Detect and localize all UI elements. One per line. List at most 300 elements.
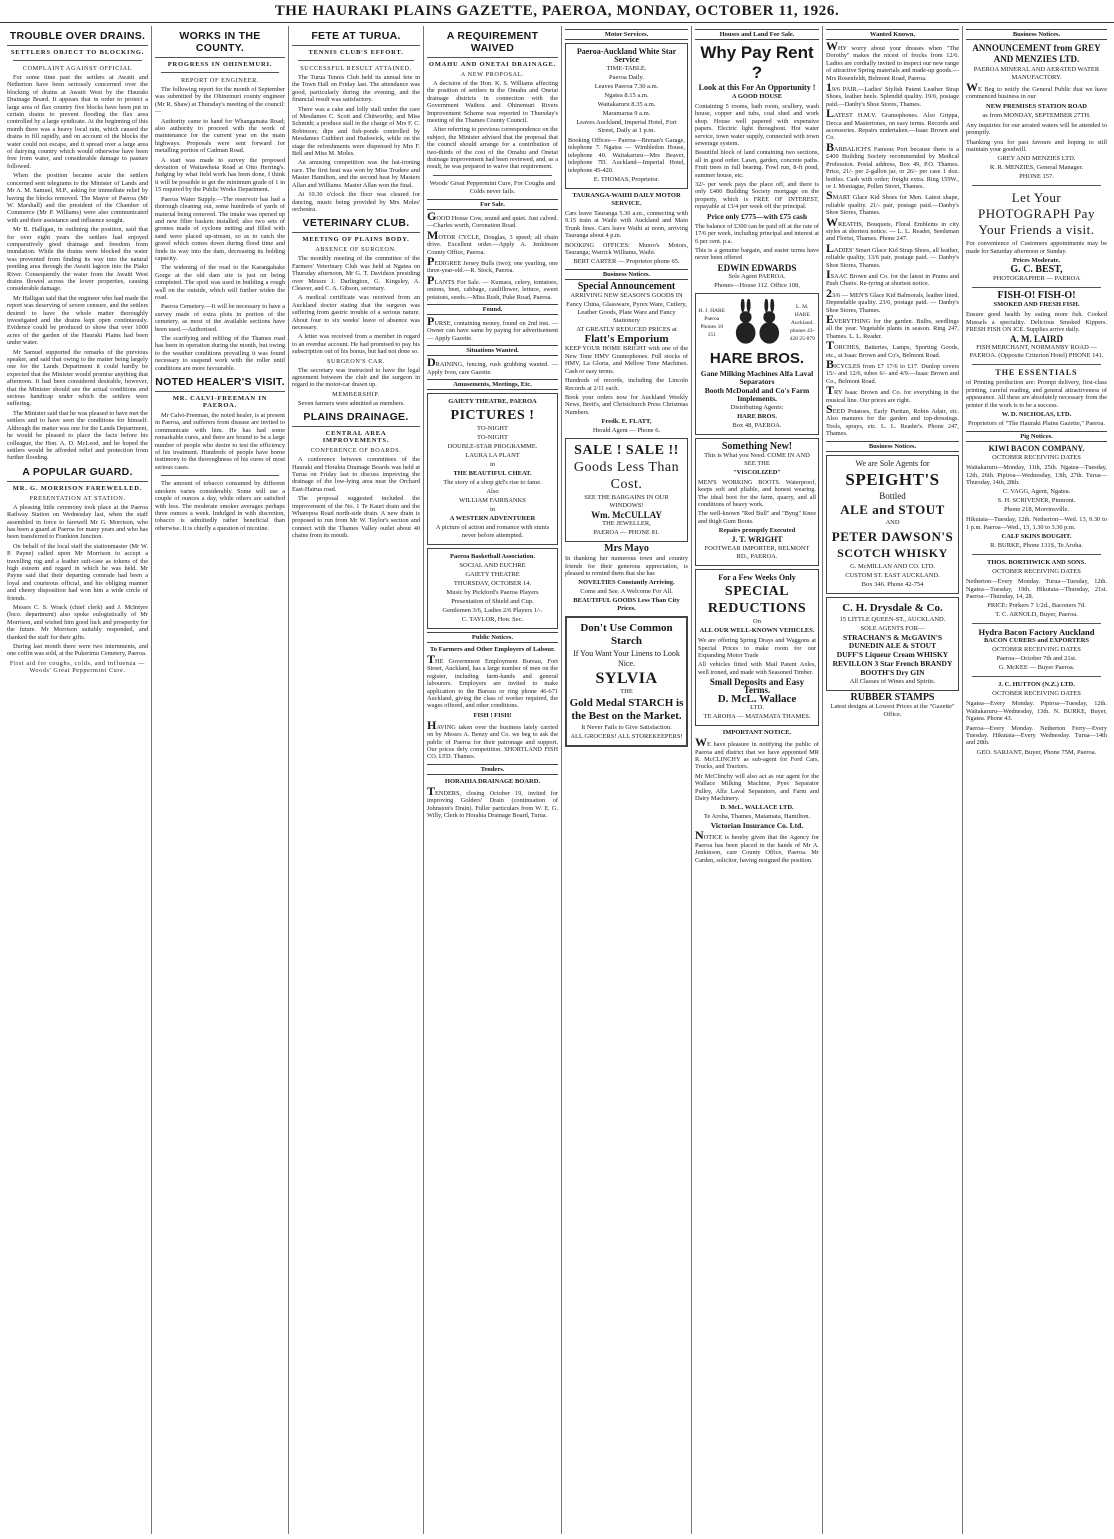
ad-headline: Flatt's Emporium bbox=[584, 333, 669, 346]
article-paragraph: The widening of the road to the Karangahake Gorge at the old dam site is just on being completed. The spoil was used in building a rough wall on the outside, which will further widen the road. bbox=[155, 264, 285, 301]
ad-text: in bbox=[489, 460, 496, 468]
ad-headline: To Farmers and Other Employers of Labour. bbox=[430, 645, 555, 653]
classified-ad: ISAAC Brown and Co. for the latest in Prams and Push Chairs. Re-tyring at shortest notice. bbox=[826, 266, 959, 288]
article-paragraph: The scarifying and relifing of the Thames road has been in operation during the month, but owing to the weather conditions prevailing it was found necessary to suspend work with the roller until conditions are more favourable. bbox=[155, 335, 285, 372]
ad-text: as from MONDAY, SEPTEMBER 27TH. bbox=[982, 111, 1091, 119]
ad-text: H. J. HARE Paeroa Phones 10 151 bbox=[698, 307, 726, 338]
ad-text: For a Few Weeks Only bbox=[718, 573, 796, 583]
ad-text: L. M. HARE Auckland. phones 43-428 25-879 bbox=[789, 303, 815, 342]
ad-text: "VISCOLIZED" bbox=[732, 468, 782, 476]
headline-a-popular-guard: A POPULAR GUARD. bbox=[7, 466, 148, 482]
article-paragraph: The following report for the month of September was submitted by the Ohinemuri county engineer (Mr R. Shaw) at Thursday's meeting of the council:— bbox=[155, 86, 285, 116]
ad-text: Phones—House 112. Office 108, bbox=[714, 281, 800, 289]
ad-text: Mr McClinchy will also act as our agent for the Wallace Milking Machine, Pyes Separator Pulley, Alfa Laval Separators, and Farm and Dairy Machinery. bbox=[695, 772, 819, 803]
ad-text: C. VAGG, Agent, Ngatea. bbox=[1002, 488, 1071, 496]
classified-ad: LADIES' Smart Glace Kid Strap Shoes, all leather, reliable quality, 13/6 pair, postage paid. — Danby's Shoe Stores, Thames. bbox=[826, 240, 959, 269]
ad-headline: Goods Less Than Cost. bbox=[573, 460, 680, 493]
ad-text: OCTOBER RECEIVING DATES bbox=[992, 568, 1081, 576]
ad-headline: A. M. LAIRD bbox=[1010, 334, 1063, 345]
ad-text: THE bbox=[620, 688, 633, 696]
ad-text: PAEROA MINERAL AND AERATED WATER MANUFACTORY. bbox=[973, 66, 1100, 81]
classified-ad: HAVING taken over the business lately carried on by Messrs A. Benzy and Co. we beg to ask the public of Paeroa for their patronage and support. Our prices defy competition. SHORTLAND FISH CO. LTD. Thames. bbox=[427, 717, 558, 761]
ad-text: Box 346. Phone 42-754 bbox=[861, 580, 924, 588]
ad-text: Presentation of Shield and Cup. bbox=[451, 597, 534, 605]
section-situations: Situations Wanted. bbox=[427, 345, 558, 356]
ad-text: C. TAYLOR, Hon. Sec. bbox=[461, 615, 524, 623]
ad-text: Cars leave Tauranga 5.30 a.m., connecting with 9.15 train at Waihi with Auckland and Main Trunk lines. Cars leave Waihi at noon, arriving Tauranga about 4 p.m. bbox=[565, 210, 688, 240]
ad-headline: SYLVIA bbox=[595, 670, 658, 688]
article-paragraph: At 10.30 o'clock the floor was cleared for dancing, music being provided by Mrs Moles' orchestra. bbox=[292, 191, 420, 213]
ad-text: Look at this For An Opportunity ! bbox=[698, 83, 816, 92]
ad-text: Paeroa Daily. bbox=[609, 74, 644, 81]
ad-headline: Paeroa Basketball Association. bbox=[450, 552, 535, 560]
ad-text: AT GREATLY REDUCED PRICES at bbox=[576, 326, 677, 334]
article-paragraph: A decision of the Hon. K. S. Williams affecting the position of settlers in the Omahu and Onetai drainage districts in connection with the Government Waihou and Ohinemuri Rivers Improvement Scheme was reported to Thursday's meeting of the Thames County Council. bbox=[427, 80, 558, 125]
article-paragraph: Mr B. Halligan, in outlining the position, said that for over eight years the settlers had enjoyed comparatively good drainage and freedom from inundation. While the drains were blocked the water was prevented from finding its way into the natural ponding area through the Awaiti lagoon into the Piako River. Consequently the water from the Awaiti West drains flowed across the lower properties, causing considerable damage. bbox=[7, 226, 148, 293]
ad-text: FISH MERCHANT, NORMANBY ROAD — PAEROA. (Opposite Criterion Hotel) PHONE 141. bbox=[969, 344, 1104, 360]
drysdale-ad bbox=[826, 597, 959, 691]
classified-ad: PLANTS For Sale. — Kumara, celery, tomatoes, onions, beet, cabbage, cauliflower, lettuce, sweet potatoes, seeds.—Miss Rush, Puke Road, Paeroa. bbox=[427, 272, 558, 301]
subhead: CENTRAL AREA IMPROVEMENTS. bbox=[322, 430, 390, 445]
article-paragraph: Mr Calvi-Freeman, the noted healer, is at present in Paeroa, and sufferers from disease are invited to communicate with him. He has had some remarkable cures, and there are bound to be a large number of people who desire to test the efficiency of his treatment. Hundreds of people have borne testimony to the thoroughness of his cures of most serious cases. bbox=[155, 412, 285, 471]
ad-text: Bottled bbox=[879, 490, 906, 501]
ad-text: LAURA LA PLANT bbox=[465, 451, 520, 459]
article-paragraph: The proposal suggested included the improvement of the No. 1 Te Kauri drain and the Wharepoa Road north-side drain. A new drain is proposed to run from Mr W. Taylor's section and connect with the Thames Valley outlet about 40 chains from its mouth. bbox=[292, 495, 420, 540]
ad-headline: Wm. McCULLAY bbox=[591, 510, 662, 521]
section-wanted-known: Wanted Known. bbox=[826, 29, 959, 40]
wright-boots-ad bbox=[695, 438, 819, 566]
ad-text: PHOTOGRAPHER — PAEROA bbox=[992, 275, 1081, 283]
ad-text: in bbox=[489, 505, 496, 513]
article-paragraph: A medical certificate was received from an Auckland doctor stating that the surgeon was suffering from gastric trouble of a serious nature. About four to six weeks' leave of absence was necessary. bbox=[292, 294, 420, 331]
ad-text: STRACHAN'S & McGAVIN'S DUNEDIN ALE & STOUT bbox=[842, 632, 943, 650]
ad-text: NOVELTIES Constantly Arriving. bbox=[578, 579, 675, 587]
ad-headline: FISH ! FISH! bbox=[473, 711, 512, 719]
ad-text: WILLIAM FAIRBANKS bbox=[459, 496, 526, 504]
sale-ad bbox=[565, 438, 688, 542]
divider bbox=[298, 60, 414, 61]
ad-headline: Victorian Insurance Co. Ltd. bbox=[710, 821, 804, 831]
ad-text: Beautiful block of land containing two sections, all in good order. Lawn, garden, concrete paths. Fruit trees in full bearing. Fowl run, 8-ft pond, summer house, etc. bbox=[695, 149, 819, 179]
subhead: MEMBERSHIP. bbox=[332, 390, 380, 398]
ad-text: MEN'S WORKING BOOTS. Waterproof, keeps soft and pliable, and honest wearing. The ideal boot for the farm, quarry, and all conditions of heavy work. bbox=[698, 478, 816, 508]
ad-headline: EDWIN EDWARDS bbox=[717, 262, 797, 273]
ad-text: BACON CURERS and EXPORTERS bbox=[983, 637, 1090, 645]
section-business-notices: Business Notices. bbox=[826, 441, 959, 452]
subhead: MEETING OF PLAINS BODY. bbox=[302, 236, 410, 244]
ad-text: WE Beg to notify the General Public that we have commenced business in our bbox=[966, 80, 1107, 101]
ad-text: Latest designs at Lowest Prices at the "Gazette" Office. bbox=[830, 702, 955, 718]
ad-text: LTD. bbox=[750, 704, 764, 712]
ad-headline: HORAHIA DRAINAGE BOARD. bbox=[444, 777, 541, 785]
ad-text: Hikutaia—Tuesday, 12th. Netherton—Wed. 13, 9.30 to 1 p.m. Paeroa—Wed., 13, 1.30 to 3.30 p.m. bbox=[966, 516, 1107, 531]
section-found: Found. bbox=[427, 304, 558, 315]
column-3 bbox=[289, 26, 424, 1534]
ad-text: A GOOD HOUSE bbox=[731, 93, 783, 100]
headline-works-in-the-county: WORKS IN THE COUNTY. bbox=[155, 30, 285, 58]
ad-text: T. C. ARNOLD, Buyer, Paeroa. bbox=[995, 611, 1078, 619]
ad-text: GAIETY THEATRE bbox=[465, 570, 520, 578]
column-7 bbox=[823, 26, 963, 1534]
ad-text: E. THOMAS, Proprietor. bbox=[593, 176, 660, 184]
masthead: THE HAURAKI PLAINS GAZETTE, PAEROA, MONDAY, OCTOBER 11, 1926. bbox=[0, 0, 1114, 23]
section-pig-notices: Pig Notices. bbox=[966, 431, 1107, 442]
ad-text: Containing 5 rooms, bath room, scullery, wash house, copper and tubs, coal shed and work shop. House well papered with expensive papers. Electric light throughout. Hot water service, town water supply, connected with town sewerage system. bbox=[695, 103, 819, 148]
article-paragraph: Messrs C. S. Wrack (chief clerk) and J. McIntyre (loco. department) also spoke eulogistically of Mr Morrison, and wished him good luck and prosperity for the future. Mr Morrison suitably responded, and thanked the staff for their gifts. bbox=[7, 604, 148, 641]
ad-text: Leaves Paeroa 7.30 a.m. bbox=[594, 83, 659, 90]
ad-text: For convenience of Customers appointments may be made for Saturday afternoon or Sunday. bbox=[966, 240, 1107, 255]
section-business-notices: Business Notices. bbox=[966, 29, 1107, 40]
ad-text: Sole Agent PAEROA. bbox=[728, 272, 786, 280]
article-paragraph: During last month there were two internments, and one coffin was sold, at the Pukerimu Cemetery, Paeroa. bbox=[7, 643, 148, 658]
headline-trouble-over-drains: TROUBLE OVER DRAINS. bbox=[7, 30, 148, 46]
ad-headline: HARE BROS. bbox=[709, 349, 805, 367]
classified-ad: PURSE, containing money, found on 2nd inst. — Owner can have same by paying for advertisement — Apply Gazette. bbox=[427, 313, 558, 342]
subhead: OMAHU AND ONETAI DRAINAGE. bbox=[428, 61, 557, 68]
ad-text: Ensure good health by eating more fish. Cooked Mussels a speciality. Delicious Smoked Kippers. FRESH FISH ON ICE. Supplies arrive daily. bbox=[966, 311, 1107, 334]
ad-text: TE AROHA — MATAMATA THAMES. bbox=[703, 713, 811, 721]
ad-text: Any inquiries for our aerated waters will be attended to promptly. bbox=[966, 121, 1107, 137]
ad-text: A picture of action and romance with stunts never before attempted. bbox=[435, 523, 550, 539]
subhead: REPORT OF ENGINEER. bbox=[180, 77, 260, 84]
ad-text: We are offering Spring Drays and Waggons at Special Prices to make room for our Expanding Motor Trade bbox=[698, 637, 816, 659]
theatre-name: GAIETY THEATRE, PAEROA bbox=[448, 397, 537, 405]
classified-ad: 19/6 PAIR.—Ladies' Stylish Patent Leather Strap Shoes, leather heels. Splendid quality. 19/6, postage paid.—Danby's Shoe Stores, Thames. bbox=[826, 80, 959, 108]
divider bbox=[972, 185, 1101, 186]
ad-text: Price only £775—with £75 cash bbox=[707, 211, 807, 221]
subhead: A NEW PROPOSAL. bbox=[460, 71, 525, 78]
article-paragraph: The amount of tobacco consumed by different smokers varies considerably. Some will use a couple of ounces a day, while others are satisfied with less. The moderate smoker averages perhaps three ounces a week. Indulged in with discretion, tobacco is admittedly rather beneficial than otherwise. It is chiefly a question of nicotine. bbox=[155, 480, 285, 532]
ad-text: HARE BROS. bbox=[737, 412, 777, 420]
section-for-sale: For Sale. bbox=[427, 199, 558, 210]
subhead: PRESENTATION AT STATION. bbox=[29, 494, 126, 502]
divider bbox=[972, 676, 1101, 677]
subhead: MR. G. MORRISON FAREWELLED. bbox=[12, 484, 143, 492]
section-tenders: Tenders. bbox=[427, 764, 558, 775]
article-paragraph: After referring to previous correspondence on the subject, the Minister advised that the proposal that the council should arrange for a contribution of two-thirds of the cost of the Omahu and Onetai drainage improvement had been reviewed, and, as a result, he was prepared to waive that requirement. bbox=[427, 126, 558, 171]
ad-headline: J. C. HUTTON (N.Z.) LTD. bbox=[998, 681, 1075, 689]
ad-text: BOOTH'S Dry GIN bbox=[860, 667, 925, 677]
classified-ad: PEDIGREE Jersey Bulls (two); one yearling, one three-year-old.—R. Stock, Paeroa. bbox=[427, 253, 558, 275]
ad-headline: SPEIGHT'S bbox=[845, 469, 940, 489]
ad-text: Prices Moderate. bbox=[1012, 257, 1061, 265]
ad-headline: PICTURES ! bbox=[450, 407, 535, 423]
headline-plains-drainage: PLAINS DRAINAGE. bbox=[292, 411, 420, 427]
article-paragraph: An amusing competition was the hat-ironing race. The first heat was won by Miss Trudere and Master Hamilton, and the second heat by Masters Allan and Williams. Master Allan won the final. bbox=[292, 159, 420, 189]
ad-text: ARRIVING NEW SEASON'S GOODS IN bbox=[570, 292, 683, 300]
ad-headline: PETER DAWSON'S bbox=[831, 528, 954, 544]
ad-text: BOOKING OFFICES: Munro's Motors, Tauranga; Warrick Williams, Waihi. bbox=[565, 241, 688, 257]
article-paragraph: When the position became acute the settlers concerned sent telegrams to the Minister of Lands and Mr A. M. Samuel, M.P., asking for immediate relief by having the blocks removed. The Mayor of Paeroa (Mr W. Marshall) and the president of the Chamber of Commerce (Mr P. Williams) were also communicated with and their assistance and influence sought. bbox=[7, 172, 148, 224]
ad-text: ALL GROCERS! ALL STOREKEEPERS! bbox=[570, 733, 683, 741]
ad-text: Waitakaruru 8.35 a.m. bbox=[597, 101, 656, 108]
ad-text: Leaves Auckland, Imperial Hotel, Fort Street, Daily at 1 p.m. bbox=[576, 119, 677, 134]
section-motor-services: Motor Services. bbox=[565, 29, 688, 40]
film-title: THE BEAUTIFUL CHEAT. bbox=[453, 469, 532, 477]
divider bbox=[161, 475, 279, 476]
ad-headline: TAURANGA-WAIHI DAILY MOTOR SERVICE. bbox=[572, 192, 681, 208]
ad-text: Gane Milking Machines Alfa Laval Separators bbox=[700, 368, 814, 386]
article-paragraph: A conference between committees of the Hauraki and Horahia Drainage Boards was held at Turua on Friday last to discuss improving the drainage of the low-lying area near the Orchard East-Hairua road. bbox=[292, 456, 420, 493]
divider bbox=[972, 554, 1101, 555]
ad-text: DUFF'S Liqueur Cream WHISKY bbox=[836, 649, 949, 659]
ad-headline: ANNOUNCEMENT from GREY AND MENZIES LTD. bbox=[972, 43, 1101, 64]
classified-ad: WREATHS, Bouquets, Floral Emblems in city styles at shortest notice. — L. L. Reader, Seedsman and Florist, Thames. Phone 247. bbox=[826, 214, 959, 243]
ad-text: Booking Offices— Paeroa—Brenan's Garage, telephone 7. Ngatea — Wimbledon House, telephone 40. Waitakaruru—Mrs Beaver, telephone 7D. Auckland—Imperial Hotel, telephone 45-420. bbox=[568, 137, 685, 174]
ad-text: Waitakaruru—Monday, 11th, 25th. Ngatea—Tuesday, 12th, 26th. Pipiroa—Wednesday, 13th, 27th. Turua—Thursday, 14th, 28th. bbox=[966, 464, 1107, 486]
ad-text: SOCIAL AND EUCHRE bbox=[459, 561, 526, 569]
section-public-notices: Public Notices. bbox=[427, 632, 558, 643]
ad-headline: Paeroa-Auckland White Star Service bbox=[576, 47, 677, 64]
classified-ad: WHY worry about your dresses when "The Dorothy" makes the nicest of frocks from 12/6. Ladies are cordially invited to inspect our new range of attractive Spring materials and made-up goods.—Mrs Rosenfeldt, Belmont Road, Paeroa. bbox=[826, 39, 959, 82]
ad-text: R. R. MENZIES, General Manager. bbox=[989, 164, 1084, 172]
ad-text: We are Sole Agents for bbox=[855, 458, 930, 468]
headline-a-requirement-waived: A REQUIREMENT WAIVED bbox=[427, 30, 558, 58]
ad-text: S. H. SCRIVENER, Pinmont. bbox=[997, 497, 1076, 505]
ad-text: OCTOBER RECEIVING DATES bbox=[992, 646, 1081, 654]
ad-headline: D. McL. Wallace bbox=[717, 693, 797, 706]
ad-text: WE have pleasure in notifying the public of Paeroa and district that we have appointed MR R. McCLINCHY as sub-agent for Ford Cars, Trucks, and Tractors. bbox=[695, 735, 819, 771]
ad-headline: THE ESSENTIALS bbox=[995, 368, 1078, 378]
ad-text: TO-NIGHT bbox=[477, 433, 508, 441]
ad-headline: SCOTCH WHISKY bbox=[837, 545, 948, 560]
section-amusements: Amusements, Meetings, Etc. bbox=[427, 379, 558, 390]
ad-text: Repairs promptly Executed bbox=[718, 527, 796, 535]
ad-text: W. D. NICHOLAS, LTD. bbox=[1001, 411, 1072, 419]
ad-text: It Never Fails to Give Satisfaction. bbox=[581, 724, 672, 732]
article-paragraph: Paeroa Cemetery.—It will be necessary to have a survey made of extra plots in portion of the cemetery, as most of the available sections have been used.—Authorised. bbox=[155, 303, 285, 333]
ad-text: ALL OUR WELL-KNOWN VEHICLES. bbox=[699, 627, 815, 635]
ad-text: G. McKEE — Buyer Paeroa. bbox=[998, 664, 1075, 672]
article-paragraph: Mr Halligan said that the engineer who had made the report was deserving of severe censure, and the settlers desired to have the whole matter thoroughly investigated and the drains kept open continuously. Evidence could be produced to show that over 1000 acres of the garden of the Hauraki Plains had been under water. bbox=[7, 294, 148, 347]
ad-headline: Why Pay Rent ? bbox=[700, 43, 814, 82]
ad-text: THE JEWELLER, bbox=[602, 520, 651, 528]
ad-headline: G. C. BEST, bbox=[1010, 264, 1063, 276]
subhead: SURGEON'S CAR. bbox=[327, 357, 385, 365]
ad-headline: SPECIAL REDUCTIONS bbox=[707, 584, 807, 617]
subhead: COMPLAINT AGAINST OFFICIAL bbox=[22, 65, 133, 72]
ad-text: CALF SKINS BOUGHT. bbox=[1001, 533, 1072, 541]
ad-text: On bbox=[753, 618, 761, 626]
mcmillan-spirits-ad bbox=[826, 455, 959, 594]
ad-text: G. McMILLAN AND CO. LTD. bbox=[850, 562, 935, 570]
ad-headline: Let Your PHOTOGRAPH Pay Your Friends a visit. bbox=[978, 190, 1095, 238]
ad-text: TO-NIGHT bbox=[477, 424, 508, 432]
subhead: MR. CALVI-FREEMAN IN PAEROA. bbox=[172, 395, 268, 410]
column-2 bbox=[152, 26, 289, 1534]
ad-text: Hundreds of records, including the Lincoln Records at 2/11 each. bbox=[565, 377, 688, 392]
ad-headline: Mrs Mayo bbox=[604, 543, 649, 555]
ad-text: BEAUTIFUL GOODS Less Than City Prices. bbox=[573, 597, 680, 613]
subhead: SUCCESSFUL RESULT ATTAINED. bbox=[300, 65, 412, 72]
newspaper-page bbox=[4, 26, 1110, 1534]
ad-text: Fancy China, Glassware, Pyrex Ware, Cutlery, Leather Goods, Plate Ware and Fancy Stationery bbox=[566, 301, 687, 325]
ad-text: PAEROA — PHONE 81. bbox=[593, 529, 660, 537]
classified-ad: EVERYTHING for the garden. Bulbs, seedlings all the year. Vegetable plants in season. Ring 247, Thames. L. L. Reader. bbox=[826, 312, 959, 340]
ad-headline: THOS. BORTHWICK AND SONS. bbox=[987, 559, 1086, 567]
classified-ad: DRAINING, fencing, rush grubbing wanted. — Apply Ivon, care Gazette. bbox=[427, 355, 558, 376]
footer-ad: First aid for coughs, colds, and influenza — Woods' Great Peppermint Cure. bbox=[9, 659, 146, 674]
ad-text: Phone 218, Morrinsville. bbox=[1004, 506, 1069, 514]
column-5 bbox=[562, 26, 692, 1534]
ad-text: 15 LITTLE QUEEN-ST., AUCKLAND. bbox=[839, 615, 946, 623]
ad-text: The well-known "Red Bull" and "Byng" Knee and thigh Gum Boots. bbox=[698, 510, 816, 525]
section-houses-land: Houses and Land For Sale. bbox=[695, 29, 819, 40]
ad-text: Proprietors of "The Hauraki Plains Gazette," Paeroa. bbox=[967, 420, 1106, 428]
divider bbox=[13, 60, 142, 61]
headline-fete-at-turua: FETE AT TURUA. bbox=[292, 30, 420, 46]
column-8 bbox=[963, 26, 1110, 1534]
ad-text: Ngatea 8.15 a.m. bbox=[604, 92, 649, 99]
sylvia-starch-ad bbox=[565, 616, 688, 747]
classified-ad: SMART Glace Kid Shoes for Men. Latest shape, reliable quality. 21/- pair, postage paid.—Danby's Shoe Stores, Thames. bbox=[826, 188, 959, 217]
subhead: ABSENCE OF SURGEON. bbox=[315, 246, 397, 254]
ad-text: All vehicles fitted with Mail Patent Axles, well ironed, and made with Seasoned Timber. bbox=[698, 661, 816, 676]
divider bbox=[161, 72, 279, 73]
classified-ad: TRY Isaac Brown and Co. for everything in the musical line. Our prices are right. bbox=[826, 383, 959, 404]
ad-headline: ALE and STOUT bbox=[840, 501, 945, 517]
ad-headline: Hydra Bacon Factory Auckland bbox=[978, 627, 1095, 638]
column-1 bbox=[4, 26, 152, 1534]
ad-text: OCTOBER RECEIVING DATES bbox=[992, 454, 1081, 462]
gaiety-theatre-ad bbox=[427, 393, 558, 545]
ad-text: THURSDAY, OCTOBER 14. bbox=[453, 579, 532, 587]
ad-text: GEO. SARJANT, Buyer, Phone 75M, Paeroa. bbox=[976, 748, 1097, 756]
ad-text: Gentlemen 3/6, Ladies 2/6 Players 1/-. bbox=[442, 606, 543, 614]
ad-headline: SALE ! SALE !! bbox=[574, 443, 679, 459]
article-paragraph: Authority came to hand for Whangamata Road; also authority to proceed with the work of maintenance for the current year on the main highways. Proposals were sent forward for metalling portion of Cadman Road. bbox=[155, 117, 285, 155]
article-paragraph: On behalf of the local staff the stationmaster (Mr W. P. Payne) called upon Mr Morrison to accept a travelling rug and a leather suit-case as tokens of the high esteem and regard in which he was held. Mr Payne said that their departing comrade had been a loyal and courteous official, and his obliging manner and cheery disposition had won him a wide circle of friends. bbox=[7, 542, 148, 602]
ad-text: Paeroa—Every Monday. Netherton Ferry—Every Tuesday. Hikutaia—Every Wednesday. Turua—14th and 28th. bbox=[966, 724, 1107, 747]
classified-ad: GOOD House Cow, sound and quiet. Just calved.—Charles worth, Coronation Road. bbox=[427, 208, 558, 230]
classified-ad: MOTOR CYCLE, Douglas, 3 speed; all chain drive. Excellent order.—Apply A. Jenkinson County Office, Paeroa. bbox=[427, 227, 558, 256]
column-6 bbox=[692, 26, 823, 1534]
ad-headline: C. H. Drysdale & Co. bbox=[842, 601, 943, 614]
small-ad: Woods' Great Peppermint Cure, For Coughs and Colds never fails. bbox=[429, 179, 556, 195]
ad-text: R. BURKE, Phone 131S, Te Aroha. bbox=[990, 542, 1083, 550]
classified-ad: 23/6 — MEN'S Glace Kid Balmorals, leather lined. Dependable quality. 23/6, postage paid. — Danby's Shoe Stores, Thames. bbox=[826, 285, 959, 314]
article-paragraph: A letter was received from a member in regard to an overdue account. He had promised to pay his subscription out of his bonus, but had not done so. bbox=[292, 333, 420, 356]
ad-text: Maramarua 9 a.m. bbox=[602, 110, 651, 117]
ad-headline: Gold Medal STARCH is the Best on the Market. bbox=[569, 697, 684, 723]
subhead: TENNIS CLUB'S EFFORT. bbox=[308, 49, 404, 56]
ad-headline: Small Deposits and Easy Terms. bbox=[709, 677, 805, 696]
ad-text: SMOKED AND FRESH FISH. bbox=[993, 301, 1080, 309]
ad-headline: J. T. WRIGHT bbox=[731, 535, 783, 545]
article-paragraph: The secretary was instructed to have the legal agreement between the club and the surgeon in regard to the motor-car drawn up. bbox=[292, 366, 420, 389]
ad-text: SEE THE BARGAINS IN OUR WINDOWS! bbox=[584, 494, 669, 510]
ad-text: If You Want Your Linens to Look Nice. bbox=[573, 649, 680, 669]
headline-veterinary-club: VETERINARY CLUB. bbox=[292, 217, 420, 233]
ad-text: Box 48, PAEROA. bbox=[732, 421, 782, 429]
ad-headline: KIWI BACON COMPANY. bbox=[988, 444, 1085, 454]
ad-text: FOOTWEAR IMPORTER, BELMONT RD., PAEROA. bbox=[704, 545, 810, 561]
ad-text: Thanking you for past favours and hoping to still maintain your goodwill. bbox=[966, 138, 1107, 154]
white-star-service-ad bbox=[565, 43, 688, 189]
ad-text: Herald Agent — Phone 6. bbox=[592, 427, 661, 435]
ad-text: DOUBLE-STAR PROGRAMME. bbox=[447, 442, 538, 450]
divider bbox=[972, 287, 1101, 288]
subhead: CONFERENCE OF BOARDS. bbox=[310, 447, 402, 455]
ad-text: Ngatea—Every Monday. Pipiroa—Tuesday, 12th. Waitakaruru—Wednesday, 13th. N. BURKE, Buyer, Ngatea. Phone 43. bbox=[966, 700, 1107, 723]
ad-text: AND bbox=[885, 518, 900, 526]
ad-text: GREY AND MENZIES LTD. bbox=[997, 155, 1076, 163]
ad-text: Also bbox=[486, 487, 499, 495]
article-paragraph: Paeroa Water Supply.—The reservoir has had a thorough cleaning out, some hundreds of yards of material being removed. The intake was opened up and new filter baskets installed; also two sets of gromes made of cyclone netting and filled with sand were placed up-stream, so as to catch the gravel which comes down during flood time and finds its way into the dam, decreasing its holding capacity. bbox=[155, 195, 285, 262]
film-title: A WESTERN ADVENTURER bbox=[449, 514, 536, 522]
hare-bros-ad bbox=[695, 293, 819, 435]
ad-text: PRICE: Porkers 7 1/2d., Baconers 7d. bbox=[987, 602, 1086, 610]
section-business-notices: Business Notices. bbox=[565, 269, 688, 280]
classified-ad: BICYCLES from £7 17/6 to £17. Dunlop covers 15/- and 12/6, tubes 6/- and 4/9.—Isaac Brown and Co., Belmont Road. bbox=[826, 357, 959, 385]
article-paragraph: The monthly meeting of the committee of the Farmers' Veterinary Club was held at Ngatea on Thursday afternoon, Mr G. T. Davidson presiding over Messrs J. Darlington, G. Kingsley, A. Cleaver, and C. A. Gibson, secretary. bbox=[292, 255, 420, 292]
ad-text: The story of a shop girl's rise to fame. bbox=[443, 478, 542, 486]
article-paragraph: There was a cake and lolly stall under the care of Mesdames C. Scott and Chitworthy, and Miss Schmidt; a produce stall in the charge of Mrs F. C. Robinson; dips and fish-ponds controlled by Mesdames Cuthbert and Hudswick, while on the stage the refreshments were dispensed by Mrs F. Bell and Miss M. Moles. bbox=[292, 105, 420, 158]
hare-rabbits-icon bbox=[726, 299, 789, 347]
classified-ad: TORCHES, Batteries, Lamps, Sporting Goods, etc., at Isaac Brown and Co's, Belmont Road. bbox=[826, 338, 959, 359]
ad-headline: Don't Use Common Starch bbox=[580, 622, 673, 648]
classified-ad: LATEST H.M.V. Gramophones. Also Grippa, Decca and Mastertones, on easy terms. Records and accessories. Repairs undertaken.—Isaac Brown and Co. bbox=[826, 106, 959, 142]
ad-text: CUSTOM ST. EAST AUCKLAND. bbox=[845, 571, 940, 579]
ad-text: Come and See. A Welcome For All. bbox=[580, 588, 673, 596]
subhead: PROGRESS IN OHINEMURI. bbox=[167, 61, 273, 68]
ad-text: Netherton—Every Monday. Turua—Tuesday, 12th. Ngatea—Tuesday, 19th. Hikutaia—Thursday, 21st. Paeroa—Thursday, 14, 28. bbox=[966, 578, 1107, 600]
ad-headline: FISH-O! FISH-O! bbox=[997, 290, 1076, 302]
ad-text: Book your orders now for Auckland Weekly News, Brett's, and Christchurch Press Christmas Numbers. bbox=[565, 393, 688, 416]
article-paragraph: Seven farmers were admitted as members. bbox=[298, 399, 405, 407]
divider bbox=[433, 175, 552, 176]
ad-headline: Special Announcement bbox=[577, 281, 676, 293]
article-paragraph: The Turua Tennis Club held its annual fete in the Town Hall on Friday last. The attendance was good, particularly during the evening, and the financial result was satisfactory. bbox=[292, 74, 420, 104]
basketball-ad bbox=[427, 548, 558, 629]
wallace-vehicles-ad bbox=[695, 569, 819, 726]
ad-text: Distributing Agents: bbox=[730, 403, 784, 411]
ad-text: NEW PREMISES STATION ROAD bbox=[986, 102, 1087, 110]
article-paragraph: The Minister said that he was pleased to have met the settlers and to have seen the conditions for himself. Although the matter was one for the Lands Department, he would be pleased to place the facts before his colleague, the Hon. A. D. McLeod, and he hoped the settlers would be afforded relief and protection from further flooding. bbox=[7, 409, 148, 462]
article-paragraph: Mr Samuel supported the remarks of the previous speaker, and said that owing to the matter being largely one for the Lands Department it could hardly be expected that the Minister would promise anything that afternoon. It had been considered desirable, however, that the Minister should see the actual conditions and serious handicap under which the settlers were suffering. bbox=[7, 348, 148, 408]
ad-text: of Printing production are: Prompt delivery, first-class printing, careful reading, and general attractiveness of appearance. All these are absolutely necessary from the printer if the work is to be a success. bbox=[966, 379, 1107, 409]
ad-headline: Something New! bbox=[721, 440, 793, 452]
divider bbox=[972, 623, 1101, 624]
ad-headline: RUBBER STAMPS bbox=[850, 691, 935, 703]
ad-text: All Classes of Wines and Spirits. bbox=[849, 677, 936, 685]
ad-text: BERT CARTER — Proprietor phone 65. bbox=[573, 258, 680, 266]
classified-ad: THE Government Employment Bureau, Fort Street, Auckland, has a large number of men on the register, including farm-hands and general labourers. Employers are invited to make application to the Bureau or ring phone 46-671 Auckland, giving the class of worker required, the wages offered, and other conditions. bbox=[427, 651, 558, 710]
divider bbox=[972, 364, 1101, 365]
ad-text: Fredk. E. FLATT, bbox=[601, 418, 652, 426]
column-4 bbox=[424, 26, 562, 1534]
ad-text: OCTOBER RECEIVING DATES bbox=[992, 690, 1081, 698]
subhead: SETTLERS OBJECT TO BLOCKING. bbox=[10, 49, 145, 56]
ad-text: Booth McDonald and Co's Farm Implements. bbox=[704, 385, 810, 403]
ad-text: D. McL. WALLACE LTD. bbox=[720, 804, 794, 812]
classified-ad: BARBALICH'S Famous Port because there is a £400 Building Society recommended by Medical Profession. Postal address, Box 49, P.O. Thames. Price, 21/- per 2-gallon jar, or 26/- per case 1 doz. bottles. Cash with order; freight extra. Ring 159W., or J. Montague, Pollen Street, Thames. bbox=[826, 139, 959, 190]
ad-text: KEEP YOUR HOME BRIGHT with one of the New Tone HMV Gramophones. Full stocks of HMV, La Gloria, and Mellow Tone Machines. Cash or easy terms. bbox=[565, 345, 688, 375]
article-paragraph: For some time past the settlers at Awaiti and Netherton have been seriously concerned over the blocking of drains at Awaiti West by the Hauraki Drainage Board. It appears that in order to protect a large area of flax country five blocks have been put in certain drains to prevent flooding the flax area controlled by a large syndicate. At the beginning of this month there was a heavy local rain, which caused the drains to fill rapidly, and on account of the blocks the water could not escape, and it spread over a large area of dairying country which would otherwise have been free from water, and considerable damage to pasture followed. bbox=[7, 74, 148, 170]
ad-text: Music by Pickford's Paeroa Players bbox=[446, 588, 539, 596]
ad-text: NOTICE is hereby given that the Agency for Paeroa has been placed in the hands of Mr A. Jenkinson, care County Office, Paeroa. Mr Carden, solicitor, having resigned the position. bbox=[695, 828, 819, 864]
article-paragraph: A pleasing little ceremony took place at the Paeroa Railway Station on Wednesday last, when the staff assembled in force to farewell Mr G. Morrison, who has been a guard at Paeroa for many years and who has been transferred to Frankton Junction. bbox=[7, 503, 148, 541]
classified-ad: SEED Potatoes, Early Puritan, Robin Adair, etc. Also manures for the garden and top-dressings. Tools, sprays, etc. L. L. Reader's. Phone 247, Thames. bbox=[826, 402, 959, 438]
headline-noted-healers-visit: NOTED HEALER'S VISIT. bbox=[155, 376, 285, 392]
ad-text: In thanking her numerous town and country friends for their generous appreciation, is pleased to remind them that she has bbox=[565, 555, 688, 577]
ad-text: This is What you Need. COME IN AND SEE THE bbox=[704, 451, 810, 467]
ad-headline: IMPORTANT NOTICE. bbox=[722, 729, 792, 737]
ad-text: The balance of £300 can be paid off at the rate of 17/6 per week, including principal and interest at 6 per cent. p.a. bbox=[695, 222, 819, 245]
ad-text: This is a genuine bargain, and easier terms have never been offered bbox=[695, 246, 819, 262]
article-paragraph: A start was made to survey the proposed deviation of Waitawheta Road at Otto Herring's. Judging by what field work has been done, I think it will be possible to get the minimum grade of 1 in 15 required by the Public Works Department. bbox=[155, 156, 285, 194]
ad-text: 32/- per week pays the place off, and there is only £400 Building Society mortgage on the property, which is FREE OF INTEREST, repayable at 13/4 per week off the principal. bbox=[695, 181, 819, 211]
